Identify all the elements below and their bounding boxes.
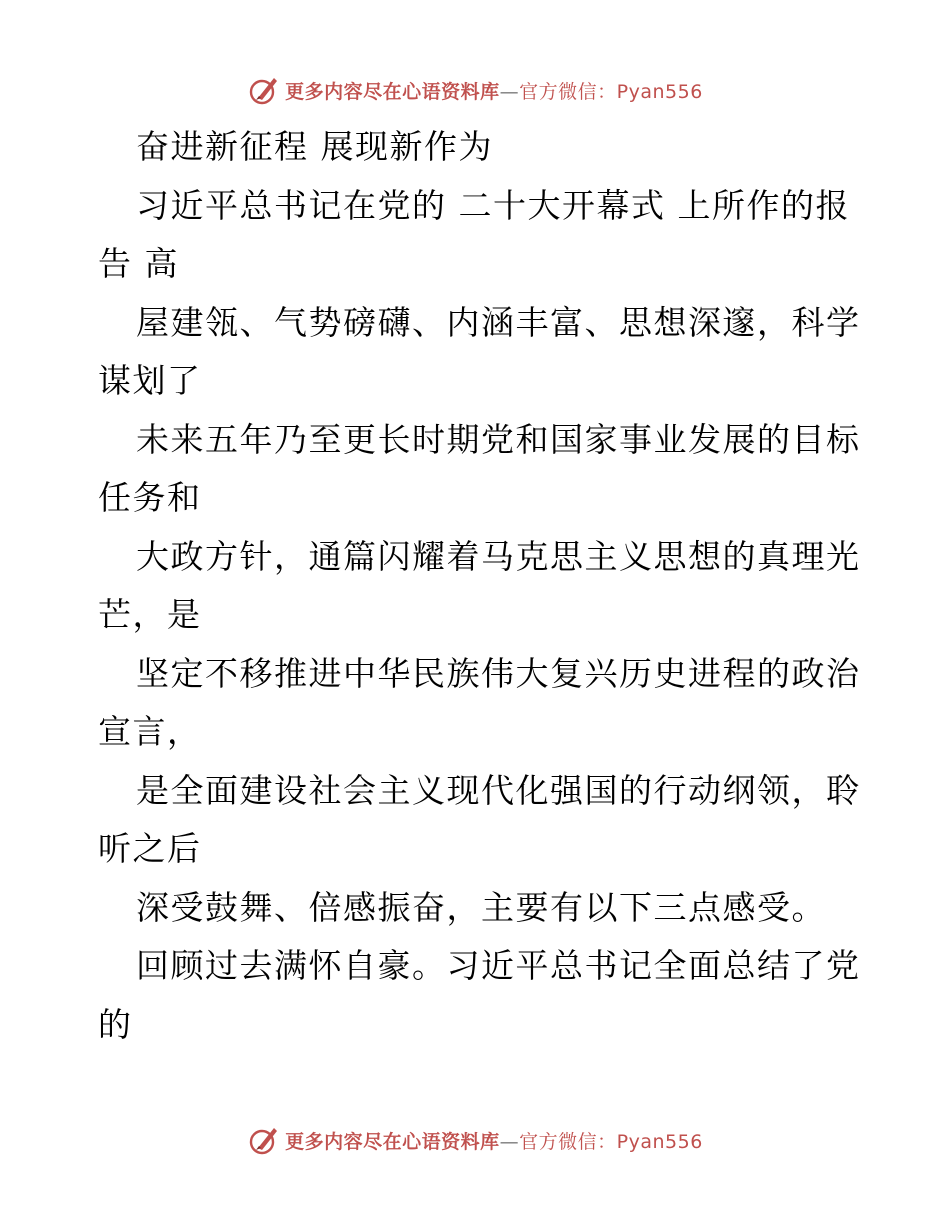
paragraph-line: 大政方针，通篇闪耀着马克思主义思想的真理光 bbox=[136, 536, 861, 576]
paragraph-line: 屋建瓴、气势磅礴、内涵丰富、思想深邃，科学 bbox=[136, 302, 861, 342]
paragraph-line: 习近平总书记在党的 二十大开幕式 上所作的报 bbox=[136, 185, 850, 225]
paragraph-line: 是全面建设社会主义现代化强国的行动纲领，聆 bbox=[136, 770, 861, 810]
paragraph-line: 告 高 bbox=[98, 244, 179, 283]
banner-promo-text: 更多内容尽在心语资料库 bbox=[285, 80, 500, 103]
banner-dash: — bbox=[499, 1130, 520, 1153]
document-title: 奋进新征程 展现新作为 bbox=[136, 127, 493, 166]
paragraph-line: 芒，是 bbox=[98, 595, 202, 634]
banner-wechat-text: 官方微信：Pyan556 bbox=[519, 1130, 703, 1153]
quill-pen-icon bbox=[247, 73, 281, 107]
paragraph-line: 谋划了 bbox=[98, 361, 202, 400]
document-body bbox=[98, 118, 861, 1054]
header-banner bbox=[0, 68, 950, 112]
paragraph-line: 未来五年乃至更长时期党和国家事业发展的目标 bbox=[136, 419, 861, 459]
paragraph-line: 深受鼓舞、倍感振奋，主要有以下三点感受。 bbox=[136, 887, 826, 927]
banner-text bbox=[285, 77, 703, 104]
paragraph-line: 的 bbox=[98, 1004, 133, 1044]
banner-text bbox=[285, 1127, 703, 1154]
paragraph-line: 任务和 bbox=[98, 478, 202, 517]
paragraph-line: 听之后 bbox=[98, 829, 202, 868]
banner-dash: — bbox=[499, 80, 520, 103]
quill-pen-icon bbox=[247, 1123, 281, 1157]
paragraph-line: 宣言， bbox=[98, 712, 202, 751]
banner-promo-text: 更多内容尽在心语资料库 bbox=[285, 1130, 500, 1153]
footer-banner bbox=[0, 1118, 950, 1162]
paragraph-line: 坚定不移推进中华民族伟大复兴历史进程的政治 bbox=[136, 653, 861, 693]
banner-wechat-text: 官方微信：Pyan556 bbox=[519, 80, 703, 103]
paragraph-line: 回顾过去满怀自豪。习近平总书记全面总结了党 bbox=[136, 946, 861, 985]
